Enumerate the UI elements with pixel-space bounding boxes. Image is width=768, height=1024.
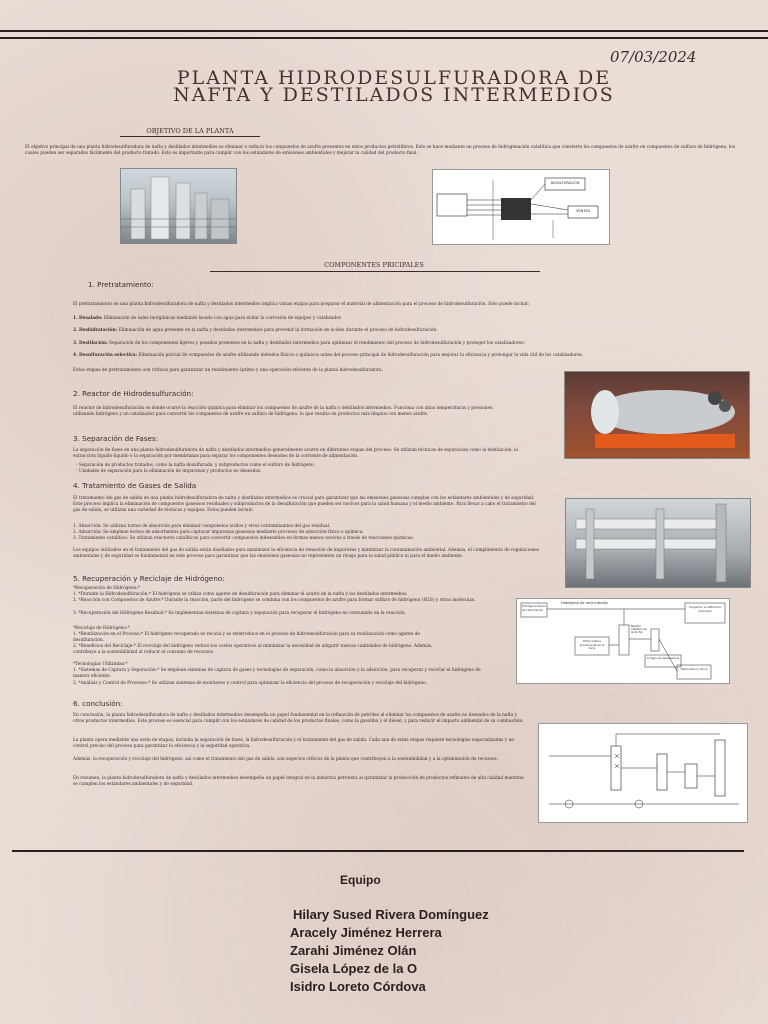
bottom-rule — [12, 850, 744, 852]
hidrogeno-block-6: 1. *Reutilización en el Proceso:* El hidrógeno recuperado se recicla y se reintroduce en el proceso de hidrodesulfuración para su reutilización como agente de desulfuración. — [73, 632, 420, 643]
section-separacion-text: La separación de fases en una planta hidrodesulfuradora de nafta y destilados intermedios generalmente ocurre en diferentes etapas del proceso. Se utilizan técnicas de separación como la destilación, la extracción líquido-líquido o la separación por membranas para separar los componentes deseados de la corriente de alimentación. — [73, 448, 518, 459]
diagram3-label-1: Hidrógeno de recirculación — [561, 601, 608, 605]
team-member-2: Aracely Jiménez Herrera — [290, 925, 442, 940]
poster-title-line1: PLANTA HIDRODESULFURADORA DE — [176, 67, 612, 89]
separacion-item-1: - Separación de productos tratados, como la nafta desulfurada, y subproductos como el sulfuro de hidrógeno. — [76, 463, 315, 468]
conclusion-para-3: Además, la recuperación y reciclaje del hidrógeno, así como el tratamiento del gas de salida, son aspectos críticos de la planta que contribuyen a la sostenibilidad y a la optimización de recursos. — [73, 757, 499, 762]
process-schematic-diagram — [538, 723, 748, 823]
diagram-label-desulfuracion: DESULFURACIÓN — [550, 181, 580, 185]
team-member-3: Zarahi Jiménez Olán — [290, 943, 417, 958]
objective-text: El objetivo principal de una planta hidrodesulfuradora de nafta y destilados intermedios es eliminar o reducir los compuestos de azufre presentes en estos productos petrolíferos. Esto se hace mediante un proceso de hidrogenación catalítica que convierte los compuestos de azufre en compuestos de sulfuro de hidrógeno, los cuales pueden ser separados fácilmente del producto tratado. Esto es importante para cumplir con los estándares de emisiones ambientales y mejorar la calidad del producto final. — [25, 145, 736, 156]
pipes-photo — [565, 498, 751, 588]
diagram3-label-2: Hidrógeno fresco de reformación — [522, 604, 546, 612]
conclusion-para-2: La planta opera mediante una serie de etapas, incluida la separación de fases, la hidrodesulfuración y el tratamiento del gas de salida. Cada una de estas etapas requiere tecnologías especializadas y un control preciso del proceso para garantizar la eficiencia y la seguridad operativa. — [73, 738, 515, 749]
section-gases-text: El tratamiento del gas de salida en una planta hidrodesulfuradora de nafta y destilados intermedios es crucial para garantizar que las emisiones gaseosas cumplan con los estándares ambientales y de seguridad. Este proceso implica la eliminación de compuestos gaseosos residuales y subproductos de la desulfuración que pueden ser nocivos para la salud humana y el medio ambiente. Para llevar a cabo el tratamiento del gas de salida, se utilizan una variedad de técnicas y equipos. Estos pueden incluir: — [73, 496, 536, 513]
objective-underline — [120, 136, 260, 137]
pretratamiento-item-4: 4. Desulfuración selectiva: Eliminación parcial de compuestos de azufre utilizando métodos físicos o químicos antes del proceso principal de hidrodesulfuración para mejorar la eficiencia y prolongar la vida útil de los catalizadores. — [73, 353, 584, 358]
pretratamiento-close: Estas etapas de pretratamiento son críticas para garantizar un rendimiento óptimo y una operación eficiente de la planta hidrodesulfuradora. — [73, 368, 383, 373]
hidrogeno-block-10: 2. *Análisis y Control de Procesos:* Se utilizan sistemas de monitoreo y control para optimizar la eficiencia del proceso de recuperación y reciclaje del hidrógeno. — [73, 681, 427, 686]
gases-item-1: 1. Absorción: Se utilizan torres de absorción para eliminar compuestos ácidos y otros contaminantes del gas residual. — [73, 524, 331, 529]
objective-heading: OBJETIVO DE LA PLANTA — [146, 127, 234, 135]
pretratamiento-item-2: 2. Deshidratación: Eliminación de agua presente en la nafta y destilados intermedios para prevenir la formación de ácidos durante el proceso de hidrodesulfuración. — [73, 328, 438, 333]
conclusion-para-1: En conclusión, la planta hidrodesulfuradora de nafta y destilados intermedios desempeña un papel fundamental en la refinación de petróleo al eliminar los compuestos de azufre no deseados de la nafta y otros productos intermedios. Este proceso es esencial para cumplir con los estándares de calidad de los productos finales, como la gasolina y el diésel, y para reducir el impacto ambiental de su combustión. — [73, 713, 524, 724]
diagram3-label-4: Hidrocarburo proveniente de la torre — [579, 639, 605, 650]
poster-title-line2: NAFTA Y DESTILADOS INTERMEDIOS — [173, 84, 615, 106]
components-underline — [210, 271, 540, 272]
process-flow-diagram — [432, 169, 610, 245]
section-reactor-text: El reactor de hidrodesulfuración es donde ocurre la reacción química para eliminar los compuestos de azufre de la nafta y destilados intermedios. Funciona con altas temperaturas y presiones, utilizando hidrógeno y un catalizador para convertir los compuestos de azufre en sulfuro de hidrógeno, lo que resulta en productos más limpios con menos azufre. — [73, 406, 494, 417]
hidrogeno-block-8: *Tecnologías Utilizadas:* — [73, 662, 128, 667]
section-pretratamiento-intro: El pretratamiento en una planta hidrodesulfuradora de nafta y destilados intermedios implica varias etapas para preparar el material de alimentación para el proceso de hidrodesulfuración. Esto puede incluir: — [73, 302, 530, 307]
section-hidrogeno-title: 5. Recuperación y Reciclaje de Hidrógeno: — [73, 574, 225, 583]
top-rule — [0, 30, 768, 32]
section-gases-close: Los equipos utilizados en el tratamiento del gas de salida están diseñados para maximizar la eficiencia de remoción de impurezas y minimizar la contaminación ambiental. Además, el cumplimiento de regulaciones ambientales y de seguridad es fundamental en este proceso para garantizar que las emisiones gaseosas no representen un riesgo para la salud pública ni para el medio ambiente. — [73, 548, 539, 559]
section-separacion-title: 3. Separación de Fases: — [73, 434, 159, 443]
gases-item-3: 3. Tratamiento catalítico: Se utilizan reactores catalíticos para convertir compuestos indeseables en formas menos nocivas a través de reacciones químicas. — [73, 536, 415, 541]
team-member-1: Hilary Sused Rivera Domínguez — [293, 907, 489, 922]
pretratamiento-item-3: 3. Destilación: Separación de los componentes ligeros y pesados presentes en la nafta y destilados intermedios para optimizar el rendimiento del proceso de hidrodesulfuración y proteger los catalizadores. — [73, 341, 525, 346]
team-member-4: Gisela López de la O — [290, 961, 418, 976]
diagram3-label-6: Arreglo de separadores — [646, 656, 680, 660]
team-heading: Equipo — [340, 873, 381, 887]
hidrogeno-block-4: 3. *Recuperación del Hidrógeno Residual:* Se implementan sistemas de captura y separación para recuperar el hidrógeno no consumido en la reacción. — [73, 611, 407, 616]
hidrogeno-block-5: *Reciclaje de Hidrógeno:* — [73, 626, 130, 631]
section-reactor-title: 2. Reactor de Hidrodesulfuración: — [73, 389, 194, 398]
hidrogeno-block-1: *Recuperación de Hidrógeno:* — [73, 586, 140, 591]
diagram3-label-7: Hidrocarburo dulce — [680, 667, 708, 671]
top-rule-2 — [0, 37, 768, 39]
diagram3-label-5: Reactor catalítico de lecho fijo — [631, 625, 647, 635]
hydrogen-recirculation-diagram — [516, 598, 730, 684]
components-heading: COMPONENTES PRICIPALES — [324, 261, 424, 269]
plant-photo — [120, 168, 237, 244]
pretratamiento-item-1: 1. Desalado: Eliminación de sales inorgánicas mediante lavado con agua para evitar la corrosión de equipos y catalizador. — [73, 316, 342, 321]
section-pretratamiento-title: 1. Pretratamiento: — [88, 280, 154, 289]
diagram-label-ventas: VENTAS — [575, 209, 591, 213]
team-member-5: Isidro Loreto Córdova — [290, 979, 426, 994]
hidrogeno-block-3: 2. *Reacción con Compuestos de Azufre:* Durante la reacción, parte del hidrógeno se combina con los compuestos de azufre para formar sulfuro de hidrógeno (H2S) y otras moléculas. — [73, 598, 476, 603]
reactor-photo — [564, 371, 750, 459]
diagram3-label-3: Purgación a sulfhidrica amoniaco — [689, 605, 721, 613]
separacion-item-2: - Unidades de separación para la eliminación de impurezas y productos no deseados. — [76, 469, 262, 474]
hidrogeno-block-9: 1. *Sistemas de Captura y Separación:* Se emplean sistemas de captura de gases y tecnologías de separación, como la absorción y la adsorción, para recuperar y reciclar el hidrógeno de manera eficiente. — [73, 668, 481, 679]
poster-date: 07/03/2024 — [610, 48, 697, 66]
hidrogeno-block-7: 2. *Beneficios del Reciclaje:* El reciclaje del hidrógeno reduce los costos operativos al minimizar la necesidad de adquirir nuevas cantidades de hidrógeno. Además, contribuye a la sostenibilidad al reducir el consumo de recursos. — [73, 644, 433, 655]
hidrogeno-block-2: 1. *Durante la Hidrodesulfuración:* El hidrógeno se utiliza como agente de desulfuración para eliminar el azufre de la nafta y los destilados intermedios. — [73, 592, 408, 597]
section-gases-title: 4. Tratamiento de Gases de Salida — [73, 481, 197, 490]
gases-item-2: 2. Adsorción: Se emplean lechos de adsorbentes para capturar impurezas gaseosas mediante procesos de adsorción física o química. — [73, 530, 364, 535]
section-conclusion-title: 6. conclusión: — [73, 699, 123, 708]
conclusion-para-4: En resumen, la planta hidrodesulfuradora de nafta y destilados intermedios desempeña un papel integral en la industria petrolera al garantizar la producción de productos refinados de alta calidad mientras se cumplen los estándares ambientales y de seguridad. — [73, 776, 524, 787]
